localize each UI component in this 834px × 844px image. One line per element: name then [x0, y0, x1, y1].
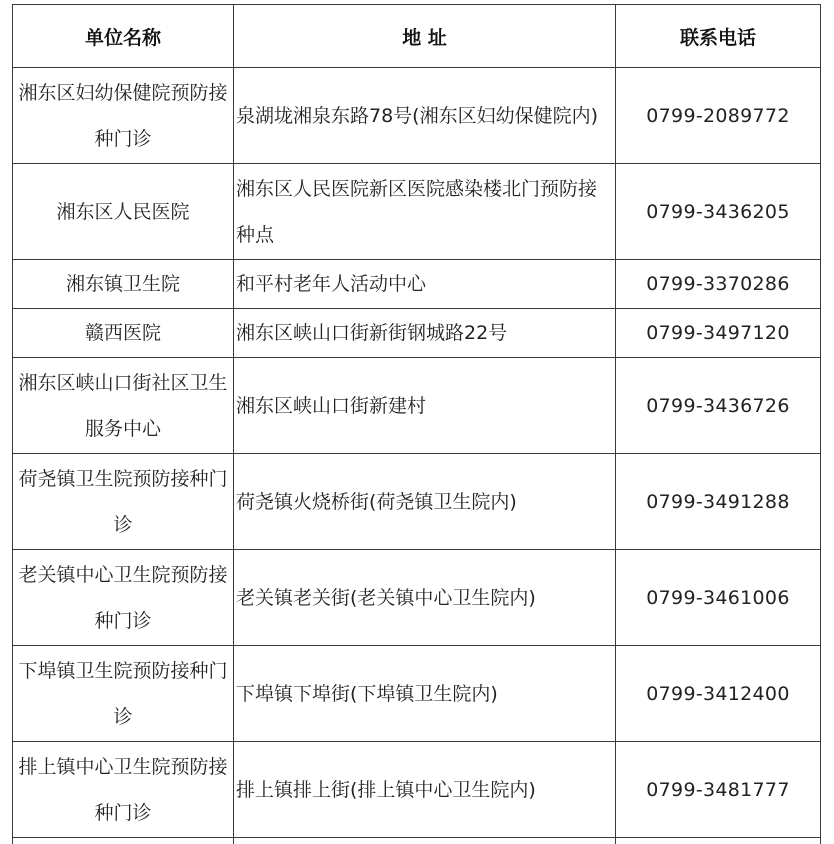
- address-cell: 排上镇排上街(排上镇中心卫生院内): [234, 742, 616, 838]
- header-address: 地 址: [234, 5, 616, 68]
- phone-cell: 0799-2089772: [616, 68, 821, 164]
- address-cell: 湘东区峡山口街新街钢城路22号: [234, 309, 616, 358]
- address-cell: 和平村老年人活动中心: [234, 260, 616, 309]
- table-row: [13, 646, 821, 742]
- address-cell: 荷尧镇火烧桥街(荷尧镇卫生院内): [234, 454, 616, 550]
- table-row: [13, 550, 821, 646]
- table-row: [13, 309, 821, 358]
- phone-cell: 0799-3491288: [616, 454, 821, 550]
- phone-cell: 0799-3370286: [616, 260, 821, 309]
- unit-name-cell: 下埠镇卫生院预防接种门诊: [13, 646, 234, 742]
- unit-name-cell: 湘东区峡山口街社区卫生服务中心: [13, 358, 234, 454]
- table-row: [13, 358, 821, 454]
- phone-cell: 0799-3497120: [616, 309, 821, 358]
- address-cell: 泉湖垅湘泉东路78号(湘东区妇幼保健院内): [234, 68, 616, 164]
- table-row: [13, 260, 821, 309]
- unit-name-cell: 荷尧镇卫生院预防接种门诊: [13, 454, 234, 550]
- header-unit-name: 单位名称: [13, 5, 234, 68]
- table-row: [13, 454, 821, 550]
- address-cell: 老关镇老关街(老关镇中心卫生院内): [234, 550, 616, 646]
- unit-name-cell: 湘东区人民医院: [13, 164, 234, 260]
- phone-cell: 0799-3436205: [616, 164, 821, 260]
- phone-cell: 0799-3461006: [616, 550, 821, 646]
- phone-cell: 0799-3412400: [616, 646, 821, 742]
- vaccination-clinic-table: [12, 4, 821, 844]
- unit-name-cell: 湘东区妇幼保健院预防接种门诊: [13, 68, 234, 164]
- table-header-row: [13, 5, 821, 68]
- header-phone: 联系电话: [616, 5, 821, 68]
- table-row: [13, 68, 821, 164]
- unit-name-cell: 老关镇中心卫生院预防接种门诊: [13, 550, 234, 646]
- address-cell: 湘东区峡山口街新建村: [234, 358, 616, 454]
- phone-cell: 0799-3436726: [616, 358, 821, 454]
- table-row: [13, 742, 821, 838]
- address-cell: 湘东区人民医院新区医院感染楼北门预防接种点: [234, 164, 616, 260]
- vaccination-clinic-table-container: [12, 4, 821, 844]
- unit-name-cell: 排上镇中心卫生院预防接种门诊: [13, 742, 234, 838]
- address-cell: 下埠镇下埠街(下埠镇卫生院内): [234, 646, 616, 742]
- unit-name-cell: 赣西医院: [13, 309, 234, 358]
- phone-cell: 0799-3481777: [616, 742, 821, 838]
- table-row: [13, 164, 821, 260]
- unit-name-cell: 湘东镇卫生院: [13, 260, 234, 309]
